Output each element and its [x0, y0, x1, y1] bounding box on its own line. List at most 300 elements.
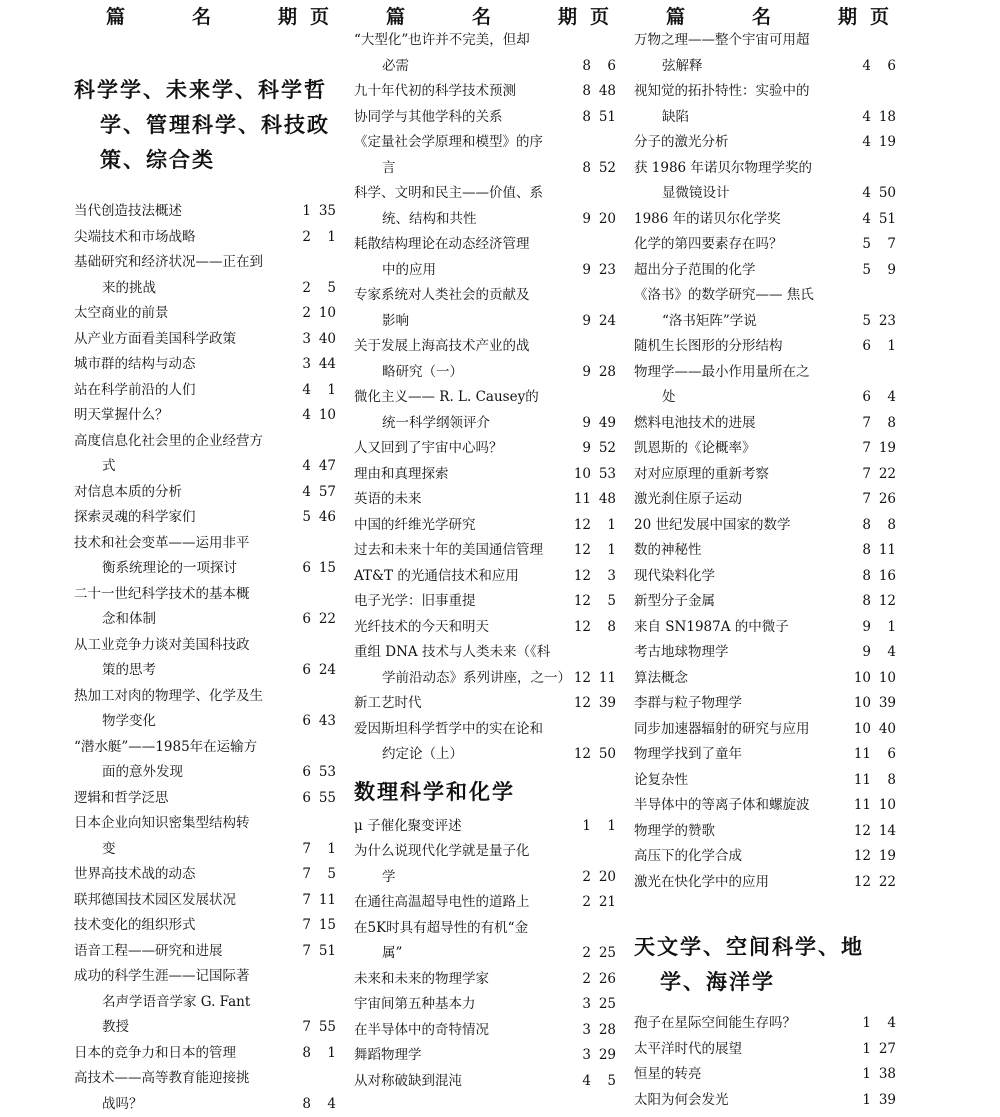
- entry-page: 8: [591, 615, 616, 641]
- entry-title: [354, 1018, 569, 1044]
- entry-page: 46: [311, 505, 336, 531]
- entry-title: [354, 181, 569, 232]
- entry-title-line: 同步加速器辐射的研究与应用: [634, 717, 849, 743]
- entry-issue: 8: [569, 156, 591, 182]
- entry-title-line: 言: [354, 156, 569, 182]
- entry-page: 52: [591, 156, 616, 182]
- entry-title: [74, 327, 289, 353]
- index-entry: [74, 964, 336, 1041]
- entry-title-line: 从工业竞争力谈对美国科技政: [74, 633, 289, 659]
- index-entry: [354, 1069, 616, 1095]
- entry-page: 53: [591, 462, 616, 488]
- entry-title: [634, 207, 849, 233]
- entry-title: [74, 939, 289, 965]
- entry-title-line: 中的应用: [354, 258, 569, 284]
- index-entry: [74, 939, 336, 965]
- entry-issue: 12: [569, 666, 591, 692]
- entry-title-line: “大型化”也许并不完美，但却: [354, 28, 569, 54]
- entry-page: 9: [871, 258, 896, 284]
- index-entry: [634, 232, 896, 258]
- entry-page: 48: [591, 79, 616, 105]
- index-entry: [634, 436, 896, 462]
- entry-title-line: 成功的科学生涯——记国际著: [74, 964, 289, 990]
- entry-issue: 11: [569, 487, 591, 513]
- index-entry: [354, 436, 616, 462]
- entry-issue: 12: [849, 819, 871, 845]
- index-entry: [74, 403, 336, 429]
- entry-title-line: 获 1986 年诺贝尔物理学奖的: [634, 156, 849, 182]
- entry-title-line: 来自 SN1987A 的中微子: [634, 615, 849, 641]
- entry-title-line: 式: [74, 454, 289, 480]
- index-entry: [354, 538, 616, 564]
- entry-title-line: “洛书矩阵”学说: [634, 309, 849, 335]
- entry-title-line: 太平洋时代的展望: [634, 1037, 849, 1063]
- index-entry: [354, 814, 616, 840]
- entry-title: [354, 385, 569, 436]
- entry-title: [354, 589, 569, 615]
- header-issue: 期: [558, 2, 577, 29]
- header-page: 页: [590, 2, 609, 29]
- entry-issue: 8: [289, 1092, 311, 1117]
- header-page: 页: [870, 2, 889, 29]
- index-entry: [74, 225, 336, 251]
- entry-title: [634, 487, 849, 513]
- entry-title: [634, 793, 849, 819]
- entry-issue: 6: [289, 658, 311, 684]
- entry-title-line: 从产业方面看美国科学政策: [74, 327, 289, 353]
- entry-page: 51: [591, 105, 616, 131]
- index-entry: [634, 156, 896, 207]
- entry-page: 40: [871, 717, 896, 743]
- index-entry: [634, 513, 896, 539]
- entry-title-line: 弦解释: [634, 54, 849, 80]
- entry-page: 3: [591, 564, 616, 590]
- entry-page: 22: [311, 607, 336, 633]
- entry-issue: 8: [849, 564, 871, 590]
- entry-title: [74, 429, 289, 480]
- index-entry: [354, 691, 616, 717]
- entry-issue: 7: [289, 888, 311, 914]
- entry-issue: 6: [289, 709, 311, 735]
- index-entry: [354, 916, 616, 967]
- entry-title-line: 对对应原理的重新考察: [634, 462, 849, 488]
- entry-page: 1: [311, 837, 336, 863]
- entry-title: [634, 1011, 849, 1037]
- entry-issue: 3: [569, 1018, 591, 1044]
- entry-title-line: 未来和未来的物理学家: [354, 967, 569, 993]
- index-entry: [354, 28, 616, 79]
- entry-title-line: 《定量社会学原理和模型》的序: [354, 130, 569, 156]
- index-entry: [634, 207, 896, 233]
- entry-issue: 12: [569, 589, 591, 615]
- entry-title: [634, 1088, 849, 1114]
- entry-issue: 8: [289, 1041, 311, 1067]
- entry-title-line: 影响: [354, 309, 569, 335]
- entry-title: [354, 916, 569, 967]
- index-entry: [74, 888, 336, 914]
- spacer: [634, 999, 896, 1011]
- entry-title-line: 从对称破缺到混沌: [354, 1069, 569, 1095]
- entry-page: 11: [871, 538, 896, 564]
- entry-issue: 11: [849, 742, 871, 768]
- entry-issue: 10: [569, 462, 591, 488]
- entry-page: 51: [311, 939, 336, 965]
- index-entry: [634, 538, 896, 564]
- entry-title: [634, 283, 849, 334]
- entry-page: 5: [311, 862, 336, 888]
- entry-page: 23: [591, 258, 616, 284]
- index-entry: [354, 589, 616, 615]
- entry-page: 8: [871, 513, 896, 539]
- entry-title-line: 过去和未来十年的美国通信管理: [354, 538, 569, 564]
- entry-page: 11: [311, 888, 336, 914]
- entry-title-line: 教授: [74, 1015, 289, 1041]
- entry-issue: 4: [849, 54, 871, 80]
- entry-issue: 4: [289, 454, 311, 480]
- entry-issue: 8: [849, 589, 871, 615]
- entry-title: [354, 992, 569, 1018]
- index-entry: [354, 283, 616, 334]
- entry-title: [354, 717, 569, 768]
- entry-title: [354, 436, 569, 462]
- entry-page: 5: [591, 589, 616, 615]
- entry-title: [354, 79, 569, 105]
- entry-title-line: 现代染料化学: [634, 564, 849, 590]
- entry-page: 55: [311, 1015, 336, 1041]
- entry-page: 8: [871, 768, 896, 794]
- column-body: [634, 28, 896, 1113]
- index-entry: [74, 199, 336, 225]
- entry-title: [634, 589, 849, 615]
- entry-title-line: 物理学找到了童年: [634, 742, 849, 768]
- entry-issue: 7: [849, 487, 871, 513]
- entry-title-line: 激光在快化学中的应用: [634, 870, 849, 896]
- entry-page: 22: [871, 462, 896, 488]
- entry-title: [634, 717, 849, 743]
- entry-issue: 8: [569, 105, 591, 131]
- entry-issue: 6: [289, 786, 311, 812]
- entry-page: 15: [311, 556, 336, 582]
- entry-title-line: 微化主义—— R. L. Causey的: [354, 385, 569, 411]
- entry-title: [354, 334, 569, 385]
- entry-issue: 9: [569, 207, 591, 233]
- entry-title-line: 超出分子范围的化学: [634, 258, 849, 284]
- entry-title-line: AT&T 的光通信技术和应用: [354, 564, 569, 590]
- entry-issue: 1: [289, 199, 311, 225]
- index-entry: [74, 786, 336, 812]
- entry-issue: 2: [569, 890, 591, 916]
- index-entry: [354, 130, 616, 181]
- entry-title: [634, 28, 849, 79]
- entry-title: [74, 378, 289, 404]
- index-entry: [634, 793, 896, 819]
- spacer: [634, 895, 896, 929]
- entry-title-line: 站在科学前沿的人们: [74, 378, 289, 404]
- entry-page: 39: [871, 1088, 896, 1114]
- entry-title-line: 随机生长图形的分形结构: [634, 334, 849, 360]
- entry-issue: 3: [569, 1043, 591, 1069]
- entry-issue: 2: [289, 225, 311, 251]
- entry-title-line: 在通往高温超导电性的道路上: [354, 890, 569, 916]
- entry-page: 23: [871, 309, 896, 335]
- entry-title: [74, 964, 289, 1041]
- entry-page: 44: [311, 352, 336, 378]
- index-entry: [634, 79, 896, 130]
- entry-page: 49: [591, 411, 616, 437]
- entry-page: 26: [591, 967, 616, 993]
- index-entry: [354, 717, 616, 768]
- entry-page: 5: [311, 276, 336, 302]
- entry-title-line: 电子光学：旧事重提: [354, 589, 569, 615]
- entry-title: [74, 225, 289, 251]
- entry-title-line: 策的思考: [74, 658, 289, 684]
- entry-page: 22: [871, 870, 896, 896]
- index-entry: [74, 1066, 336, 1117]
- entry-page: 19: [871, 130, 896, 156]
- entry-title-line: 太空商业的前景: [74, 301, 289, 327]
- entry-page: 51: [871, 207, 896, 233]
- entry-issue: 8: [569, 79, 591, 105]
- entry-page: 15: [311, 913, 336, 939]
- index-entry: [634, 1011, 896, 1037]
- entry-page: 20: [591, 207, 616, 233]
- entry-issue: 2: [569, 941, 591, 967]
- entry-issue: 6: [289, 556, 311, 582]
- header-title-char-2: 名: [472, 2, 491, 29]
- entry-title: [634, 360, 849, 411]
- entry-issue: 3: [289, 327, 311, 353]
- entry-title: [74, 862, 289, 888]
- entry-title-line: 联邦德国技术园区发展状况: [74, 888, 289, 914]
- index-entry: [634, 1088, 896, 1114]
- index-entry: [634, 411, 896, 437]
- header-issue: 期: [838, 2, 857, 29]
- entry-page: 6: [871, 742, 896, 768]
- header-title-char-2: 名: [752, 2, 771, 29]
- entry-title: [634, 462, 849, 488]
- entry-title: [74, 633, 289, 684]
- entry-title-line: 统一科学纲领评介: [354, 411, 569, 437]
- entry-title-line: 面的意外发现: [74, 760, 289, 786]
- entry-title: [74, 403, 289, 429]
- index-entry: [634, 1037, 896, 1063]
- header-title-char-2: 名: [192, 2, 211, 29]
- entry-issue: 3: [289, 352, 311, 378]
- entry-title-line: 基础研究和经济状况——正在到: [74, 250, 289, 276]
- index-entry: [74, 352, 336, 378]
- entry-title-line: 缺陷: [634, 105, 849, 131]
- entry-issue: 3: [569, 992, 591, 1018]
- entry-title-line: 念和体制: [74, 607, 289, 633]
- entry-issue: 12: [569, 691, 591, 717]
- entry-page: 12: [871, 589, 896, 615]
- entry-title-line: 为什么说现代化学就是量子化: [354, 839, 569, 865]
- index-entry: [634, 28, 896, 79]
- entry-title: [634, 513, 849, 539]
- entry-title-line: 1986 年的诺贝尔化学奖: [634, 207, 849, 233]
- header-page: 页: [310, 2, 329, 29]
- entry-page: 39: [591, 691, 616, 717]
- entry-title-line: 城市群的结构与动态: [74, 352, 289, 378]
- index-entry: [634, 640, 896, 666]
- index-entry: [634, 258, 896, 284]
- entry-page: 24: [591, 309, 616, 335]
- entry-title: [354, 1043, 569, 1069]
- index-entry: [74, 531, 336, 582]
- entry-issue: 2: [569, 865, 591, 891]
- entry-title-line: “潜水艇”——1985年在运输方: [74, 735, 289, 761]
- index-entry: [354, 967, 616, 993]
- entry-title-line: 协同学与其他学科的关系: [354, 105, 569, 131]
- entry-title-line: 探索灵魂的科学家们: [74, 505, 289, 531]
- entry-title: [354, 615, 569, 641]
- entry-page: 1: [311, 378, 336, 404]
- entry-title-line: 重组 DNA 技术与人类未来（《科: [354, 640, 569, 666]
- entry-title-line: 英语的未来: [354, 487, 569, 513]
- index-entry: [74, 1041, 336, 1067]
- entry-issue: 4: [849, 181, 871, 207]
- entry-title: [634, 334, 849, 360]
- entry-page: 19: [871, 844, 896, 870]
- entry-issue: 10: [849, 666, 871, 692]
- entry-title-line: 光纤技术的今天和明天: [354, 615, 569, 641]
- entry-title-line: 论复杂性: [634, 768, 849, 794]
- entry-page: 5: [591, 1069, 616, 1095]
- entry-issue: 2: [289, 301, 311, 327]
- entry-page: 8: [871, 411, 896, 437]
- entry-title: [354, 564, 569, 590]
- header-title-char-1: 篇: [386, 2, 405, 29]
- entry-page: 57: [311, 480, 336, 506]
- entry-title: [634, 436, 849, 462]
- index-entry: [74, 633, 336, 684]
- entry-issue: 12: [569, 615, 591, 641]
- index-entry: [354, 564, 616, 590]
- entry-title: [354, 130, 569, 181]
- entry-page: 52: [591, 436, 616, 462]
- entry-issue: 4: [849, 207, 871, 233]
- entry-title: [74, 531, 289, 582]
- index-entry: [74, 505, 336, 531]
- entry-title-line: 人又回到了宇宙中心吗？: [354, 436, 569, 462]
- entry-title: [354, 513, 569, 539]
- entry-page: 25: [591, 941, 616, 967]
- entry-issue: 8: [569, 54, 591, 80]
- spacer: [74, 177, 336, 199]
- entry-issue: 11: [849, 793, 871, 819]
- entry-page: 1: [311, 225, 336, 251]
- index-entry: [634, 130, 896, 156]
- entry-page: 53: [311, 760, 336, 786]
- entry-title-line: 当代创造技法概述: [74, 199, 289, 225]
- index-entry: [634, 768, 896, 794]
- entry-issue: 9: [569, 436, 591, 462]
- entry-issue: 7: [289, 1015, 311, 1041]
- entry-title-line: 关于发展上海高技术产业的战: [354, 334, 569, 360]
- entry-title-line: 九十年代初的科学技术预测: [354, 79, 569, 105]
- index-entry: [74, 862, 336, 888]
- entry-page: 25: [591, 992, 616, 1018]
- entry-title: [354, 283, 569, 334]
- index-entry: [354, 487, 616, 513]
- index-entry: [634, 742, 896, 768]
- entry-title-line: 科学、文明和民主——价值、系: [354, 181, 569, 207]
- entry-title: [634, 870, 849, 896]
- entry-page: 1: [871, 334, 896, 360]
- entry-issue: 4: [289, 378, 311, 404]
- entry-issue: 4: [849, 130, 871, 156]
- column-header: [74, 0, 336, 28]
- entry-page: 6: [591, 54, 616, 80]
- entry-title-line: 考古地球物理学: [634, 640, 849, 666]
- entry-title: [74, 250, 289, 301]
- entry-issue: 7: [289, 939, 311, 965]
- entry-title: [634, 666, 849, 692]
- section-heading: 科学学、未来学、科学哲学、管理科学、科技政策、综合类: [74, 72, 336, 177]
- entry-title-line: 太阳为何会发光: [634, 1088, 849, 1114]
- entry-page: 55: [311, 786, 336, 812]
- entry-title-line: 热加工对肉的物理学、化学及生: [74, 684, 289, 710]
- index-entry: [634, 589, 896, 615]
- entry-issue: 11: [849, 768, 871, 794]
- entry-title-line: 舞蹈物理学: [354, 1043, 569, 1069]
- entry-issue: 12: [569, 538, 591, 564]
- entry-page: 39: [871, 691, 896, 717]
- entry-issue: 2: [569, 967, 591, 993]
- entry-title-line: 算法概念: [634, 666, 849, 692]
- column-header: [354, 0, 616, 28]
- index-entry: [634, 717, 896, 743]
- entry-title-line: 激光刹住原子运动: [634, 487, 849, 513]
- entry-issue: 1: [849, 1037, 871, 1063]
- entry-issue: 4: [289, 480, 311, 506]
- entry-title: [634, 640, 849, 666]
- entry-page: 47: [311, 454, 336, 480]
- entry-page: 10: [871, 666, 896, 692]
- entry-title: [634, 564, 849, 590]
- entry-title: [634, 742, 849, 768]
- entry-issue: 9: [569, 360, 591, 386]
- entry-issue: 1: [849, 1062, 871, 1088]
- index-entry: [634, 615, 896, 641]
- index-entry: [354, 992, 616, 1018]
- entry-page: 14: [871, 819, 896, 845]
- index-entry: [354, 79, 616, 105]
- entry-title-line: 爱因斯坦科学哲学中的实在论和: [354, 717, 569, 743]
- entry-title-line: 约定论（上）: [354, 742, 569, 768]
- entry-title-line: 20 世纪发展中国家的数学: [634, 513, 849, 539]
- entry-issue: 7: [849, 436, 871, 462]
- entry-page: 19: [871, 436, 896, 462]
- entry-title-line: 物学变化: [74, 709, 289, 735]
- entry-page: 24: [311, 658, 336, 684]
- entry-issue: 5: [849, 309, 871, 335]
- entry-title-line: 高压下的化学合成: [634, 844, 849, 870]
- entry-title-line: 新型分子金属: [634, 589, 849, 615]
- entry-issue: 5: [849, 232, 871, 258]
- entry-title-line: 在5K时具有超导性的有机“金: [354, 916, 569, 942]
- entry-page: 16: [871, 564, 896, 590]
- entry-page: 27: [871, 1037, 896, 1063]
- entry-title-line: 理由和真理探索: [354, 462, 569, 488]
- index-entry: [74, 913, 336, 939]
- entry-title-line: 在半导体中的奇特情况: [354, 1018, 569, 1044]
- index-entry: [634, 334, 896, 360]
- entry-title: [354, 538, 569, 564]
- entry-title-line: 名声学语音学家 G. Fant: [74, 990, 289, 1016]
- index-entry: [634, 819, 896, 845]
- entry-page: 1: [591, 814, 616, 840]
